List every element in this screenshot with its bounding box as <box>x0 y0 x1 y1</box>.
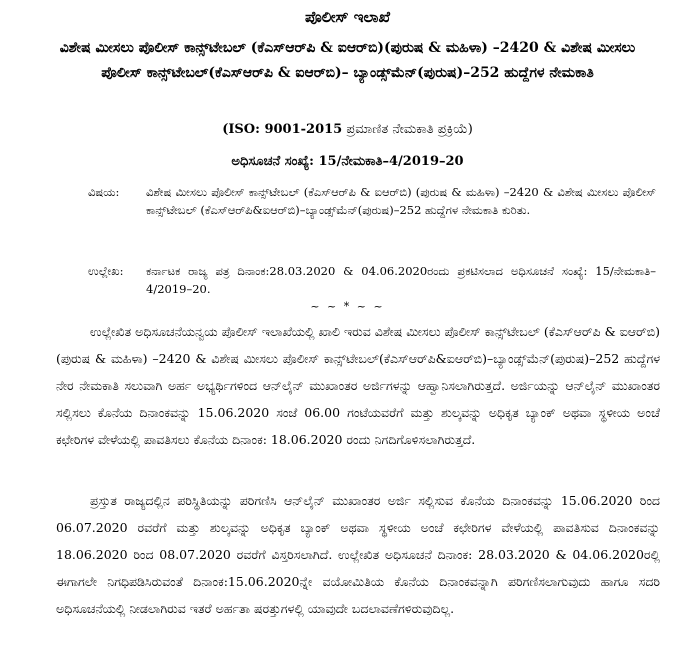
subject-label: ವಿಷಯ: <box>88 185 120 199</box>
body-paragraph-2: ಪ್ರಸ್ತುತ ರಾಜ್ಯದಲ್ಲಿನ ಪರಿಸ್ಥಿತಿಯನ್ನು ಪರಿಗಣಿಸಿ ಆನ್‌ಲೈನ್ ಮುಖಾಂತರ ಅರ್ಜಿ ಸಲ್ಲಿಸುವ ಕೊನೆಯ ದಿನಾಂಕವನ್ನು 15.06.2020 ರಿಂದ 06.07.2020 ರವರೆಗೆ ಮತ್ತು ಶುಲ್ಕವನ್ನು ಅಧಿಕೃತ ಬ್ಯಾಂಕ್ ಅಥವಾ ಸ್ಥಳೀಯ ಅಂಚೆ ಕಛೇರಿಗಳ ವೇಳೆಯಲ್ಲಿ ಪಾವತಿಸುವ ದಿನಾಂಕವನ್ನು 18.06.2020 ರಿಂದ 08.07.2020 ರವರೆಗೆ ವಿಸ್ತರಿಸಲಾಗಿದೆ. ಉಲ್ಲೇಖಿತ ಅಧಿಸೂಚನೆ ದಿನಾಂಕ: 28.03.2020 & 04.06.2020ರಲ್ಲಿ ಈಗಾಗಲೇ ನಿಗಧಿಪಡಿಸಿರುವಂತೆ ದಿನಾಂಕ:15.06.2020ನ್ನೇ ವಯೋಮಿತಿಯ ಕೊನೆಯ ದಿನಾಂಕವನ್ನಾಗಿ ಪರಿಗಣಿಸಲಾಗುವುದು ಹಾಗೂ ಸದರಿ ಅಧಿಸೂಚನೆಯಲ್ಲಿ ನೀಡಲಾಗಿರುವ ಇತರೆ ಅರ್ಹತಾ ಷರತ್ತುಗಳಲ್ಲಿ ಯಾವುದೇ ಬದಲಾವಣೆಗಳಿರುವುದಿಲ್ಲ. <box>56 493 660 616</box>
body-paragraph-1: ಉಲ್ಲೇಖಿತ ಅಧಿಸೂಚನೆಯನ್ವಯ ಪೊಲೀಸ್ ಇಲಾಖೆಯಲ್ಲಿ ಖಾಲಿ ಇರುವ ವಿಶೇಷ ಮೀಸಲು ಪೊಲೀಸ್ ಕಾನ್ಸ್‌ಟೇಬಲ್ (ಕೆಎಸ್‌ಆರ್‌ಪಿ & ಐಆರ್‌ಬಿ) (ಪುರುಷ & ಮಹಿಳಾ) –2420 & ವಿಶೇಷ ಮೀಸಲು ಪೊಲೀಸ್ ಕಾನ್ಸ್‌ಟೇಬಲ್(ಕೆಎಸ್‌ಆರ್‌ಪಿ&ಐಆರ್‌ಬಿ)–ಬ್ಯಾಂಡ್ಸ್‌ಮೆನ್(ಪುರುಷ)–252 ಹುದ್ದೆಗಳ ನೇರ ನೇಮಕಾತಿ ಸಲುವಾಗಿ ಅರ್ಹ ಅಭ್ಯರ್ಥಿಗಳಿಂದ ಆನ್‌ಲೈನ್ ಮುಖಾಂತರ ಅರ್ಜಿಗಳನ್ನು ಆಹ್ವಾನಿಸಲಾಗಿರುತ್ತದೆ. ಅರ್ಜಿಯನ್ನು ಆನ್‌ಲೈನ್ ಮುಖಾಂತರ ಸಲ್ಲಿಸಲು ಕೊನೆಯ ದಿನಾಂಕವನ್ನು 15.06.2020 ಸಂಜೆ 06.00 ಗಂಟೆಯವರೆಗೆ ಮತ್ತು ಶುಲ್ಕವನ್ನು ಅಧಿಕೃತ ಬ್ಯಾಂಕ್ ಅಥವಾ ಸ್ಥಳೀಯ ಅಂಚೆ ಕಛೇರಿಗಳ ವೇಳೆಯಲ್ಲಿ ಪಾವತಿಸಲು ಕೊನೆಯ ದಿನಾಂಕ: 18.06.2020 ರಂದು ನಿಗದಿಗೊಳಿಸಲಾಗಿರುತ್ತದೆ. <box>56 324 660 447</box>
separator: ~ ~ * ~ ~ <box>310 300 385 313</box>
recruitment-title: ವಿಶೇಷ ಮೀಸಲು ಪೊಲೀಸ್ ಕಾನ್ಸ್‌ಟೇಬಲ್ (ಕೆಎಸ್‌ಆರ್‌ಪಿ & ಐಆರ್‌ಬಿ)(ಪುರುಷ & ಮಹಿಳಾ) –2420 & ವಿಶೇಷ ಮೀಸಲು ಪೊಲೀಸ್ ಕಾನ್ಸ್‌ಟೇಬಲ್(ಕೆಎಸ್‌ಆರ್‌ಪಿ & ಐಆರ್‌ಬಿ)– ಬ್ಯಾಂಡ್ಸ್‌ಮೆನ್(ಪುರುಷ)–252 ಹುದ್ದೆಗಳ ನೇಮಕಾತಿ <box>59 40 636 81</box>
iso-line <box>0 122 695 137</box>
subject-block <box>88 183 688 259</box>
reference-label: ಉಲ್ಲೇಖ: <box>88 264 124 278</box>
reference-block <box>88 262 688 300</box>
subject-text: ವಿಶೇಷ ಮೀಸಲು ಪೊಲೀಸ್ ಕಾನ್ಸ್‌ಟೇಬಲ್ (ಕೆಎಸ್‌ಆರ್‌ಪಿ & ಐಆರ್‌ಬಿ) (ಪುರುಷ & ಮಹಿಳಾ) –2420 & ವಿಶೇಷ ಮೀಸಲು ಪೊಲೀಸ್ ಕಾನ್ಸ್‌ಟೇಬಲ್ (ಕೆಎಸ್‌ಆರ್‌ಪಿ&ಐಆರ್‌ಬಿ)–ಬ್ಯಾಂಡ್ಸ್‌ಮೆನ್(ಪುರುಷ)–252 ಹುದ್ದೆಗಳ ನೇಮಕಾತಿ ಕುರಿತು. <box>146 185 656 217</box>
reference-text: ಕರ್ನಾಟಕ ರಾಜ್ಯ ಪತ್ರ ದಿನಾಂಕ:28.03.2020 & 04.06.2020ರಂದು ಪ್ರಕಟಿಸಲಾದ ಅಧಿಸೂಚನೆ ಸಂಖ್ಯೆ: 15/ನೇಮಕಾತಿ–4/2019–20. <box>146 264 656 296</box>
notification-number: ಅಧಿಸೂಚನೆ ಸಂಖ್ಯೆ: 15/ನೇಮಕಾತಿ–4/2019–20 <box>231 154 464 169</box>
iso-description: ಪ್ರಮಾಣಿತ ನೇಮಕಾತಿ ಪ್ರಕ್ರಿಯೆ) <box>342 122 473 137</box>
iso-certification: (ISO: 9001-2015 <box>222 122 343 137</box>
department-heading: ಪೊಲೀಸ್ ಇಲಾಖೆ <box>305 8 390 26</box>
